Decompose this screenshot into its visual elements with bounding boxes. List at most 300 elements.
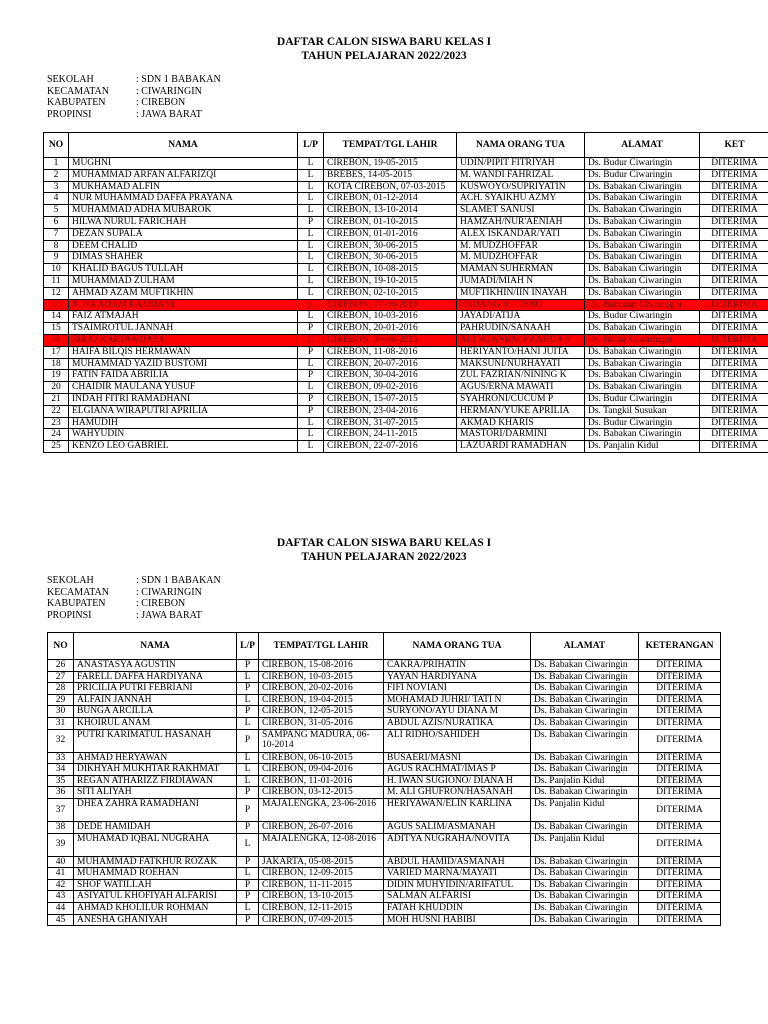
cell-no: 45 xyxy=(48,914,74,926)
cell-ket: DITERIMA xyxy=(700,417,768,429)
cell-ket: DITERIMA xyxy=(639,706,721,718)
cell-no: 6 xyxy=(44,216,69,228)
cell-ket: DITERIMA xyxy=(639,660,721,672)
cell-no: 43 xyxy=(48,891,74,903)
cell-ket: DITERIMA xyxy=(700,323,768,335)
table-row xyxy=(48,798,721,821)
info-row-propinsi: PROPINSI : JAWA BARAT xyxy=(47,609,202,621)
cell-nama: FATIN FAIDA ABRILIA xyxy=(69,370,298,382)
cell-no: 18 xyxy=(44,358,69,370)
cell-nama-orang-tua: ALI RIDHO/SAHIDEH xyxy=(384,729,531,752)
header-lp: L/P xyxy=(298,133,324,158)
cell-ket: DITERIMA xyxy=(639,671,721,683)
cell-ket: DITERIMA xyxy=(700,382,768,394)
cell-no: 29 xyxy=(48,694,74,706)
cell-lp: L xyxy=(298,441,324,453)
cell-lp: L xyxy=(237,671,259,683)
cell-lp: L xyxy=(237,868,259,880)
table-row xyxy=(44,240,768,252)
cell-nama: ANESHA GHANIYAH xyxy=(74,914,237,926)
cell-alamat: Ds. Babakan Ciwaringin xyxy=(585,275,700,287)
cell-tempat-tgl-lahir: CIREBON, 31-05-2016 xyxy=(259,717,384,729)
cell-alamat: Ds. Panjalin Kidul xyxy=(531,775,639,787)
document-title xyxy=(0,536,768,564)
cell-lp: P xyxy=(237,660,259,672)
cell-ket: DITERIMA xyxy=(639,752,721,764)
cell-ket: DITERIMA xyxy=(700,205,768,217)
cell-nama-orang-tua: HERIYANTO/HANI JUITA xyxy=(457,346,585,358)
cell-no: 13 xyxy=(44,299,69,311)
header-tempat-tgl-lahir: TEMPAT/TGL LAHIR xyxy=(259,633,384,660)
cell-alamat: Ds. Babakan Ciwaringin xyxy=(531,717,639,729)
cell-nama: MUKHAMAD ALFIN xyxy=(69,181,298,193)
cell-tempat-tgl-lahir: CIREBON, 09-02-2016 xyxy=(324,382,457,394)
table-row xyxy=(44,441,768,453)
cell-nama: BUNGA ARCILLA xyxy=(74,706,237,718)
cell-nama: ALFAIN JANNAH xyxy=(74,694,237,706)
header-nama: NAMA xyxy=(74,633,237,660)
document-title xyxy=(0,35,768,63)
cell-ket: DITERIMA xyxy=(700,334,768,346)
title-line-2: TAHUN PELAJARAN 2022/2023 xyxy=(301,50,467,62)
table-body xyxy=(44,158,768,453)
cell-ket: DITERIMA xyxy=(700,393,768,405)
cell-alamat: Ds. Babakan Ciwaringin xyxy=(531,914,639,926)
cell-alamat: Ds. Babakan Ciwaringin xyxy=(585,429,700,441)
cell-nama-orang-tua: SYAHRONI/CUCUM P xyxy=(457,393,585,405)
cell-alamat: Ds. Babakan Ciwaringin xyxy=(531,787,639,799)
cell-nama-orang-tua: ENDANG SUTISNO xyxy=(457,299,585,311)
cell-lp: P xyxy=(237,798,259,821)
cell-tempat-tgl-lahir: CIREBON, 15-07-2015 xyxy=(324,393,457,405)
cell-nama: KHOIRUL ANAM xyxy=(74,717,237,729)
title-line-1: DAFTAR CALON SISWA BARU KELAS I xyxy=(276,537,492,549)
cell-nama-orang-tua: FIFI NOVIANI xyxy=(384,683,531,695)
cell-alamat: Ds. Babakan Ciwaringin xyxy=(585,193,700,205)
cell-nama-orang-tua: SURYONO/AYU DIANA M xyxy=(384,706,531,718)
cell-lp: L xyxy=(237,775,259,787)
cell-nama: CHAIDIR MAULANA YUSUF xyxy=(69,382,298,394)
cell-lp: P xyxy=(298,216,324,228)
cell-nama-orang-tua: UDIN/PIPIT FITRIYAH xyxy=(457,158,585,170)
cell-no: 19 xyxy=(44,370,69,382)
cell-ket: DITERIMA xyxy=(700,228,768,240)
cell-nama-orang-tua: VARIED MARNA/MAYATI xyxy=(384,868,531,880)
cell-lp: L xyxy=(298,358,324,370)
title-line-2: TAHUN PELAJARAN 2022/2023 xyxy=(301,551,467,563)
cell-no: 33 xyxy=(48,752,74,764)
cell-nama-orang-tua: FATAH KHUDDIN xyxy=(384,902,531,914)
cell-alamat: Ds. Budur Ciwaringin xyxy=(585,169,700,181)
cell-alamat: Ds. Budur Ciwaringin xyxy=(585,158,700,170)
cell-tempat-tgl-lahir: CIREBON, 19-04-2015 xyxy=(259,694,384,706)
cell-alamat: Ds. Panjalin Kidul xyxy=(585,441,700,453)
cell-ket: DITERIMA xyxy=(700,275,768,287)
cell-lp: P xyxy=(298,370,324,382)
header-lp: L/P xyxy=(237,633,259,660)
cell-alamat: Ds. Babakan Ciwaringin xyxy=(531,694,639,706)
cell-ket: DITERIMA xyxy=(639,879,721,891)
cell-tempat-tgl-lahir: MAJALENGKA, 12-08-2016 xyxy=(259,833,384,856)
cell-no: 30 xyxy=(48,706,74,718)
cell-nama: MUHAMMAD ROEHAN xyxy=(74,868,237,880)
cell-alamat: Ds. Babakan Ciwaringin xyxy=(585,287,700,299)
cell-nama-orang-tua: M. ALI GHUFRON/HASANAH xyxy=(384,787,531,799)
cell-alamat: Ds. Babakan Ciwaringin xyxy=(585,240,700,252)
cell-no: 20 xyxy=(44,382,69,394)
cell-ket: DITERIMA xyxy=(639,729,721,752)
cell-no: 39 xyxy=(48,833,74,856)
cell-nama: FARELL DAFFA HARDIYANA xyxy=(74,671,237,683)
cell-nama: SHOF WATILLAH xyxy=(74,879,237,891)
cell-alamat: Ds. Babakan Ciwaringin xyxy=(531,902,639,914)
table-row xyxy=(48,752,721,764)
header-no: NO xyxy=(44,133,69,158)
cell-alamat: Ds. Babakan Ciwaringin xyxy=(531,868,639,880)
cell-no: 1 xyxy=(44,158,69,170)
cell-ket: DITERIMA xyxy=(700,264,768,276)
cell-tempat-tgl-lahir: CIREBON, 31-07-2015 xyxy=(324,417,457,429)
header-nama-orang-tua: NAMA ORANG TUA xyxy=(384,633,531,660)
cell-nama-orang-tua: AGUS RACHMAT/IMAS P xyxy=(384,764,531,776)
cell-tempat-tgl-lahir: CIREBON, 11-08-2016 xyxy=(324,346,457,358)
cell-alamat: Ds. Babakan Ciwaringin xyxy=(585,216,700,228)
cell-lp: L xyxy=(237,764,259,776)
table-row xyxy=(48,914,721,926)
cell-ket: DITERIMA xyxy=(700,346,768,358)
cell-nama-orang-tua: JAYADI/ATIJA xyxy=(457,311,585,323)
cell-nama-orang-tua: AKMAD KHARIS xyxy=(457,417,585,429)
cell-alamat: Ds. Budur Ciwaringin xyxy=(585,334,700,346)
cell-nama-orang-tua: LAZUARDI RAMADHAN xyxy=(457,441,585,453)
cell-lp: L xyxy=(298,228,324,240)
cell-alamat: Ds. Babakan Ciwaringin xyxy=(585,382,700,394)
school-info xyxy=(47,575,221,621)
cell-alamat: Ds. Babakan Ciwaringin xyxy=(585,299,700,311)
table-row xyxy=(44,405,768,417)
cell-nama-orang-tua: ZUL FAZRIAN/NINING K xyxy=(457,370,585,382)
cell-nama: ELGIANA WIRAPUTRI APRILIA xyxy=(69,405,298,417)
cell-tempat-tgl-lahir: CIREBON, 01-10-2015 xyxy=(324,216,457,228)
cell-alamat: Ds. Babakan Ciwaringin xyxy=(585,358,700,370)
cell-no: 24 xyxy=(44,429,69,441)
cell-no: 22 xyxy=(44,405,69,417)
cell-lp: P xyxy=(298,346,324,358)
cell-ket: DITERIMA xyxy=(700,299,768,311)
cell-lp: L xyxy=(298,334,324,346)
info-row-propinsi: PROPINSI : JAWA BARAT xyxy=(47,108,202,120)
cell-nama-orang-tua: BUSAERI/MASNI xyxy=(384,752,531,764)
cell-nama-orang-tua: ALEX ISKANDAR/YATI xyxy=(457,228,585,240)
cell-ket: DITERIMA xyxy=(639,891,721,903)
cell-nama-orang-tua: SLAMET SANUSI xyxy=(457,205,585,217)
cell-ket: DITERIMA xyxy=(639,902,721,914)
cell-nama: DEZAN SUPALA xyxy=(69,228,298,240)
header-alamat: ALAMAT xyxy=(585,133,700,158)
cell-no: 15 xyxy=(44,323,69,335)
cell-lp: L xyxy=(298,299,324,311)
cell-lp: L xyxy=(298,240,324,252)
table-row xyxy=(48,821,721,833)
cell-alamat: Ds. Babakan Ciwaringin xyxy=(585,370,700,382)
cell-lp: P xyxy=(298,323,324,335)
table-row xyxy=(44,429,768,441)
table-row xyxy=(44,158,768,170)
table-row xyxy=(44,275,768,287)
table-row xyxy=(48,868,721,880)
table-header-row xyxy=(48,633,721,660)
table-row xyxy=(44,382,768,394)
cell-alamat: Ds. Babakan Ciwaringin xyxy=(585,346,700,358)
cell-tempat-tgl-lahir: CIREBON, 19-05-2015 xyxy=(324,158,457,170)
cell-tempat-tgl-lahir: JAKARTA, 05-08-2015 xyxy=(259,856,384,868)
cell-ket: DITERIMA xyxy=(639,868,721,880)
cell-nama: ANASTASYA AGUSTIN xyxy=(74,660,237,672)
cell-no: 25 xyxy=(44,441,69,453)
cell-ket: DITERIMA xyxy=(639,833,721,856)
cell-alamat: Ds. Panjalin Kidul xyxy=(531,798,639,821)
cell-lp: L xyxy=(298,311,324,323)
header-ket: KET xyxy=(700,133,768,158)
cell-tempat-tgl-lahir: CIREBON, 06-10-2015 xyxy=(259,752,384,764)
cell-alamat: Ds. Tangkil Susukan xyxy=(585,405,700,417)
cell-no: 7 xyxy=(44,228,69,240)
cell-tempat-tgl-lahir: CIREBON, 24-11-2015 xyxy=(324,429,457,441)
cell-no: 32 xyxy=(48,729,74,752)
cell-nama-orang-tua: YAYAN HARDIYANA xyxy=(384,671,531,683)
cell-no: 11 xyxy=(44,275,69,287)
cell-alamat: Ds. Budur Ciwaringin xyxy=(585,311,700,323)
cell-tempat-tgl-lahir: CIREBON, 19-10-2015 xyxy=(324,275,457,287)
cell-ket: DITERIMA xyxy=(639,914,721,926)
cell-no: 37 xyxy=(48,798,74,821)
table-row xyxy=(48,856,721,868)
cell-tempat-tgl-lahir: CIREBON, 30-04-2016 xyxy=(324,370,457,382)
cell-nama-orang-tua: MASTORI/DARMINI xyxy=(457,429,585,441)
cell-nama-orang-tua: AGUS SALIM/ASMANAH xyxy=(384,821,531,833)
cell-tempat-tgl-lahir: CIREBON, 15-08-2016 xyxy=(259,660,384,672)
cell-tempat-tgl-lahir: CIREBON, 11-11-2015 xyxy=(259,879,384,891)
cell-ket: DITERIMA xyxy=(700,311,768,323)
cell-ket: DITERIMA xyxy=(700,370,768,382)
cell-lp: P xyxy=(237,683,259,695)
cell-lp: P xyxy=(237,706,259,718)
table-row xyxy=(48,787,721,799)
cell-nama-orang-tua: SALMAN ALFARISI xyxy=(384,891,531,903)
table-row xyxy=(48,764,721,776)
cell-no: 35 xyxy=(48,775,74,787)
header-nama: NAMA xyxy=(69,133,298,158)
table-row xyxy=(44,205,768,217)
cell-nama-orang-tua: MOH HUSNI HABIBI xyxy=(384,914,531,926)
cell-nama: DEDE HAMIDAH xyxy=(74,821,237,833)
cell-ket: DITERIMA xyxy=(639,821,721,833)
cell-no: 4 xyxy=(44,193,69,205)
table-body xyxy=(48,660,721,926)
cell-nama: WAHYUDIN xyxy=(69,429,298,441)
header-alamat: ALAMAT xyxy=(531,633,639,660)
cell-lp: L xyxy=(237,717,259,729)
cell-lp: L xyxy=(298,417,324,429)
cell-tempat-tgl-lahir: CIREBON, 13-10-2014 xyxy=(324,205,457,217)
cell-alamat: Ds. Babakan Ciwaringin xyxy=(585,181,700,193)
cell-tempat-tgl-lahir: CIREBON, 20-01-2016 xyxy=(324,323,457,335)
info-row-sekolah: SEKOLAH : SDN 1 BABAKAN xyxy=(47,74,221,85)
cell-tempat-tgl-lahir: CIREBON, 10-08-2015 xyxy=(324,264,457,276)
cell-tempat-tgl-lahir: CIREBON, 12-05-2015 xyxy=(259,706,384,718)
table-row xyxy=(44,181,768,193)
table-row xyxy=(48,775,721,787)
cell-ket: DITERIMA xyxy=(700,216,768,228)
cell-no: 41 xyxy=(48,868,74,880)
info-row-kabupaten: KABUPATEN : CIREBON xyxy=(47,97,186,108)
cell-lp: P xyxy=(237,729,259,752)
cell-ket: DITERIMA xyxy=(639,694,721,706)
cell-nama-orang-tua: H. IWAN SUGIONO/ DIANA H xyxy=(384,775,531,787)
cell-ket: DITERIMA xyxy=(639,764,721,776)
cell-tempat-tgl-lahir: CIREBON, 03-12-2015 xyxy=(259,787,384,799)
cell-nama-orang-tua: M. MUDZHOFFAR xyxy=(457,240,585,252)
cell-lp: L xyxy=(298,158,324,170)
cell-ket: DITERIMA xyxy=(700,358,768,370)
cell-tempat-tgl-lahir: CIREBON, 17-06-2016 xyxy=(324,299,457,311)
cell-lp: L xyxy=(298,287,324,299)
cell-nama: HAMUDIH xyxy=(69,417,298,429)
header-no: NO xyxy=(48,633,74,660)
cell-no: 14 xyxy=(44,311,69,323)
cell-no: 28 xyxy=(48,683,74,695)
cell-lp: L xyxy=(298,205,324,217)
cell-nama: MUHAMMAD ARFAN ALFARIZQI xyxy=(69,169,298,181)
cell-no: 17 xyxy=(44,346,69,358)
cell-alamat: Ds. Babakan Ciwaringin xyxy=(585,323,700,335)
cell-nama-orang-tua: ALI SUWARNO/WAHDA S xyxy=(457,334,585,346)
cell-nama: DEEM CHALID xyxy=(69,240,298,252)
student-table-1 xyxy=(43,132,768,453)
cell-nama: MUGHNI xyxy=(69,158,298,170)
cell-no: 31 xyxy=(48,717,74,729)
cell-alamat: Ds. Budur Ciwaringin xyxy=(585,417,700,429)
cell-nama: SITI ALIYAH xyxy=(74,787,237,799)
table-row xyxy=(48,683,721,695)
info-row-sekolah: SEKOLAH : SDN 1 BABAKAN xyxy=(47,575,221,586)
cell-nama: FAIZ ATMAJAH xyxy=(69,311,298,323)
table-row xyxy=(44,417,768,429)
cell-ket: DITERIMA xyxy=(700,158,768,170)
cell-ket: DITERIMA xyxy=(700,441,768,453)
cell-alamat: Ds. Babakan Ciwaringin xyxy=(585,205,700,217)
table-row xyxy=(44,299,768,311)
cell-nama-orang-tua: JUMADI/MIAH N xyxy=(457,275,585,287)
cell-lp: L xyxy=(237,833,259,856)
cell-tempat-tgl-lahir: SAMPANG MADURA, 06-10-2014 xyxy=(259,729,384,752)
cell-nama-orang-tua: MAMAN SUHERMAN xyxy=(457,264,585,276)
cell-nama: INDAH FITRI RAMADHANI xyxy=(69,393,298,405)
cell-tempat-tgl-lahir: CIREBON, 07-09-2015 xyxy=(259,914,384,926)
cell-lp: L xyxy=(237,694,259,706)
cell-no: 16 xyxy=(44,334,69,346)
cell-lp: P xyxy=(237,879,259,891)
cell-ket: DITERIMA xyxy=(639,717,721,729)
table-row xyxy=(44,169,768,181)
cell-lp: P xyxy=(237,856,259,868)
student-table-2 xyxy=(47,632,721,926)
cell-nama: MUHAMMAD YAZID BUSTOMI xyxy=(69,358,298,370)
cell-no: 38 xyxy=(48,821,74,833)
cell-lp: L xyxy=(298,275,324,287)
cell-alamat: Ds. Babakan Ciwaringin xyxy=(585,252,700,264)
cell-tempat-tgl-lahir: CIREBON, 12-11-2015 xyxy=(259,902,384,914)
cell-nama: PRICILIA PUTRI FEBRIANI xyxy=(74,683,237,695)
cell-lp: L xyxy=(298,181,324,193)
title-line-1: DAFTAR CALON SISWA BARU KELAS I xyxy=(276,36,492,48)
cell-tempat-tgl-lahir: CIREBON, 20-02-2016 xyxy=(259,683,384,695)
cell-nama: MUHAMMAD FATKHUR ROZAK xyxy=(74,856,237,868)
table-row xyxy=(44,358,768,370)
cell-no: 3 xyxy=(44,181,69,193)
cell-alamat: Ds. Babakan Ciwaringin xyxy=(531,671,639,683)
table-row xyxy=(48,833,721,856)
cell-lp: L xyxy=(237,752,259,764)
cell-nama: ASIYATUL KHOFIYAH ALFARISI xyxy=(74,891,237,903)
cell-lp: P xyxy=(237,787,259,799)
cell-ket: DITERIMA xyxy=(639,856,721,868)
cell-tempat-tgl-lahir: CIREBON, 26-07-2016 xyxy=(259,821,384,833)
cell-tempat-tgl-lahir: CIREBON, 01-01-2016 xyxy=(324,228,457,240)
header-tempat-tgl-lahir: TEMPAT/TGL LAHIR xyxy=(324,133,457,158)
cell-tempat-tgl-lahir: CIREBON, 02-10-2015 xyxy=(324,287,457,299)
cell-nama-orang-tua: ADITYA NUGRAHA/NOVITA xyxy=(384,833,531,856)
cell-lp: L xyxy=(298,382,324,394)
cell-no: 44 xyxy=(48,902,74,914)
cell-nama: MUHAMMAD ADHA MUBAROK xyxy=(69,205,298,217)
cell-alamat: Ds. Babakan Ciwaringin xyxy=(531,821,639,833)
cell-no: 40 xyxy=(48,856,74,868)
table-row xyxy=(44,252,768,264)
cell-no: 34 xyxy=(48,764,74,776)
cell-lp: P xyxy=(237,821,259,833)
cell-nama: AHMAD AZAM MUFTIKHIN xyxy=(69,287,298,299)
cell-tempat-tgl-lahir: CIREBON, 23-04-2016 xyxy=(324,405,457,417)
cell-tempat-tgl-lahir: CIREBON, 01-12-2014 xyxy=(324,193,457,205)
cell-nama-orang-tua: MOHAMAD JUHRI/ TATI N xyxy=(384,694,531,706)
cell-tempat-tgl-lahir: CIREBON, 20-07-2016 xyxy=(324,358,457,370)
table-row xyxy=(44,228,768,240)
cell-nama: PUTRI KARIMATUL HASANAH xyxy=(74,729,237,752)
cell-lp: L xyxy=(298,252,324,264)
table-row xyxy=(44,193,768,205)
cell-lp: L xyxy=(298,193,324,205)
cell-lp: P xyxy=(237,891,259,903)
cell-nama: AHMAD HERYAWAN xyxy=(74,752,237,764)
cell-lp: P xyxy=(298,393,324,405)
table-row xyxy=(44,334,768,346)
cell-tempat-tgl-lahir: BREBES, 14-05-2015 xyxy=(324,169,457,181)
cell-nama-orang-tua: ABDUL AZIS/NURATIKA xyxy=(384,717,531,729)
cell-lp: P xyxy=(298,405,324,417)
table-row xyxy=(48,706,721,718)
cell-alamat: Ds. Babakan Ciwaringin xyxy=(585,264,700,276)
cell-ket: DITERIMA xyxy=(639,787,721,799)
cell-ket: DITERIMA xyxy=(639,775,721,787)
cell-nama-orang-tua: HAMZAH/NUR'AENIAH xyxy=(457,216,585,228)
cell-nama-orang-tua: ABDUL HAMID/ASMANAH xyxy=(384,856,531,868)
cell-tempat-tgl-lahir: CIREBON, 30-06-2015 xyxy=(324,240,457,252)
cell-no: 26 xyxy=(48,660,74,672)
table-row xyxy=(48,891,721,903)
table-row xyxy=(48,660,721,672)
cell-tempat-tgl-lahir: CIREBON, 22-07-2016 xyxy=(324,441,457,453)
